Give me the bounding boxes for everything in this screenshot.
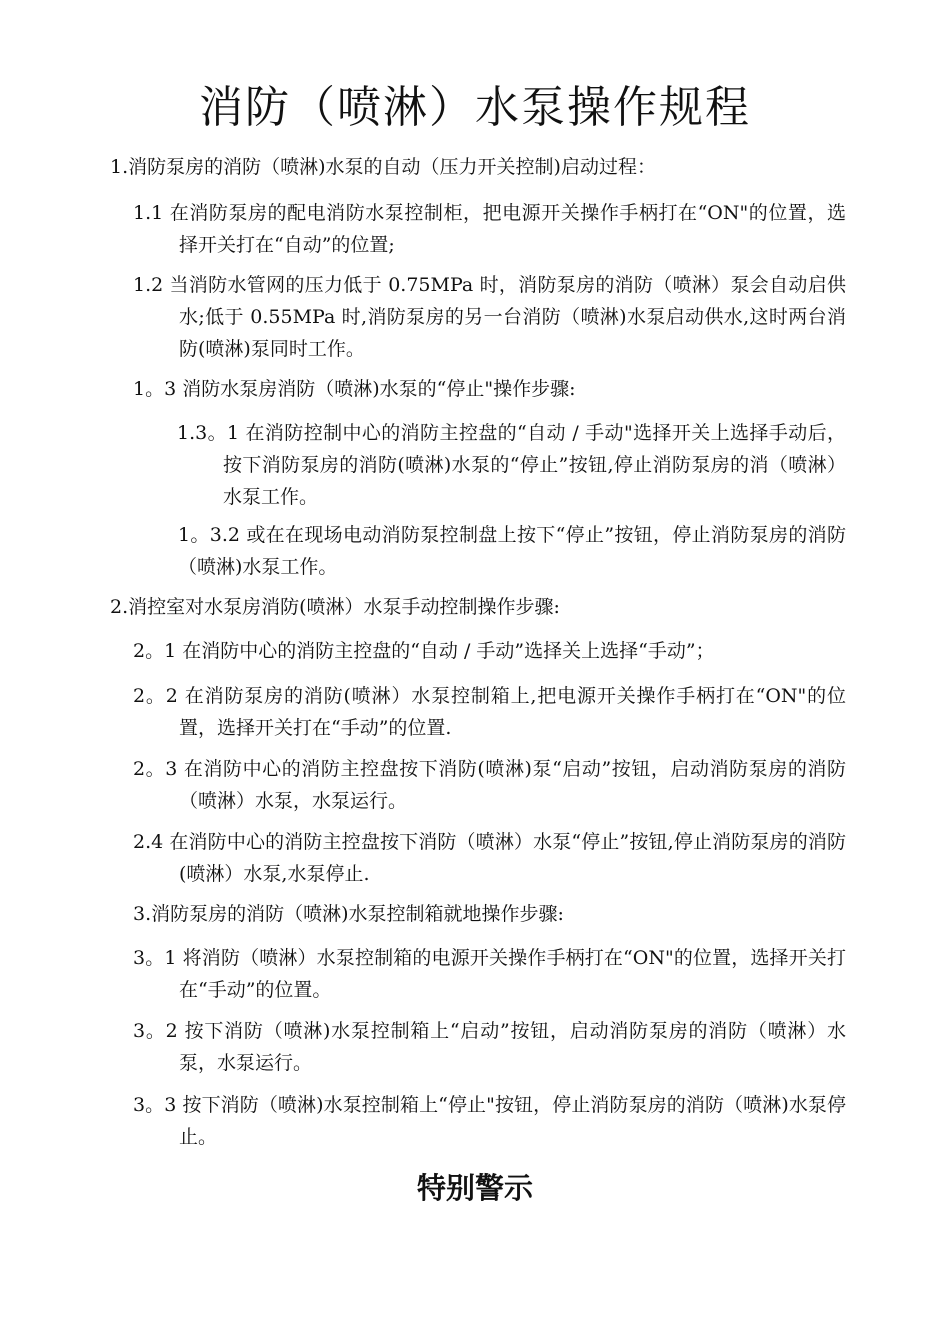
section-1-heading: 1.消防泵房的消防（喷淋)水泵的自动（压力开关控制)启动过程：: [110, 156, 656, 178]
step-1-1: 1.1 在消防泵房的配电消防水泵控制柜，把电源开关操作手柄打在“ON"的位置，选择开关打在“自动”的位置;: [133, 202, 846, 256]
step-2-2: 2。2 在消防泵房的消防(喷淋）水泵控制箱上,把电源开关操作手柄打在“ON"的位置，选择开关打在“手动”的位置.: [133, 685, 846, 739]
step-2-1: 2。1 在消防中心的消防主控盘的“自动 / 手动”选择关上选择“手动”；: [133, 640, 715, 662]
step-2-4: 2.4 在消防中心的消防主控盘按下消防（喷淋）水泵“停止”按钮,停止消防泵房的消防(喷淋）水泵,水泵停止.: [133, 831, 846, 885]
section-2-heading: 2.消控室对水泵房消防(喷淋）水泵手动控制操作步骤:: [110, 596, 560, 618]
step-3-3: 3。3 按下消防（喷淋)水泵控制箱上“停止"按钮，停止消防泵房的消防（喷淋)水泵停止。: [133, 1094, 846, 1148]
document-title: 消防（喷淋）水泵操作规程: [199, 82, 751, 133]
step-3-2: 3。2 按下消防（喷淋)水泵控制箱上“启动”按钮，启动消防泵房的消防（喷淋）水泵，水泵运行。: [133, 1020, 846, 1074]
step-1-3-1: 1.3。1 在消防控制中心的消防主控盘的“自动 / 手动"选择开关上选择手动后，按下消防泵房的消防(喷淋)水泵的“停止”按钮,停止消防泵房的消（喷淋）水泵工作。: [177, 422, 846, 508]
step-3-1: 3。1 将消防（喷淋）水泵控制箱的电源开关操作手柄打在“ON"的位置，选择开关打在“手动”的位置。: [133, 947, 846, 1001]
step-1-3-2: 1。3.2 或在在现场电动消防泵控制盘上按下“停止”按钮，停止消防泵房的消防（喷淋)水泵工作。: [178, 524, 846, 578]
step-1-2: 1.2 当消防水管网的压力低于 0.75MPa 时，消防泵房的消防（喷淋）泵会自动启供水;低于 0.55MPa 时,消防泵房的另一台消防（喷淋)水泵启动供水,这时两台消防(喷淋)泵同时工作。: [133, 274, 846, 360]
warning-heading: 特别警示: [416, 1171, 533, 1205]
step-2-3: 2。3 在消防中心的消防主控盘按下消防(喷淋)泵“启动”按钮，启动消防泵房的消防（喷淋）水泵，水泵运行。: [133, 758, 846, 812]
step-1-3-heading: 1。3 消防水泵房消防（喷淋)水泵的“停止"操作步骤:: [133, 378, 576, 400]
section-3-heading: 3.消防泵房的消防（喷淋)水泵控制箱就地操作步骤:: [133, 903, 564, 925]
